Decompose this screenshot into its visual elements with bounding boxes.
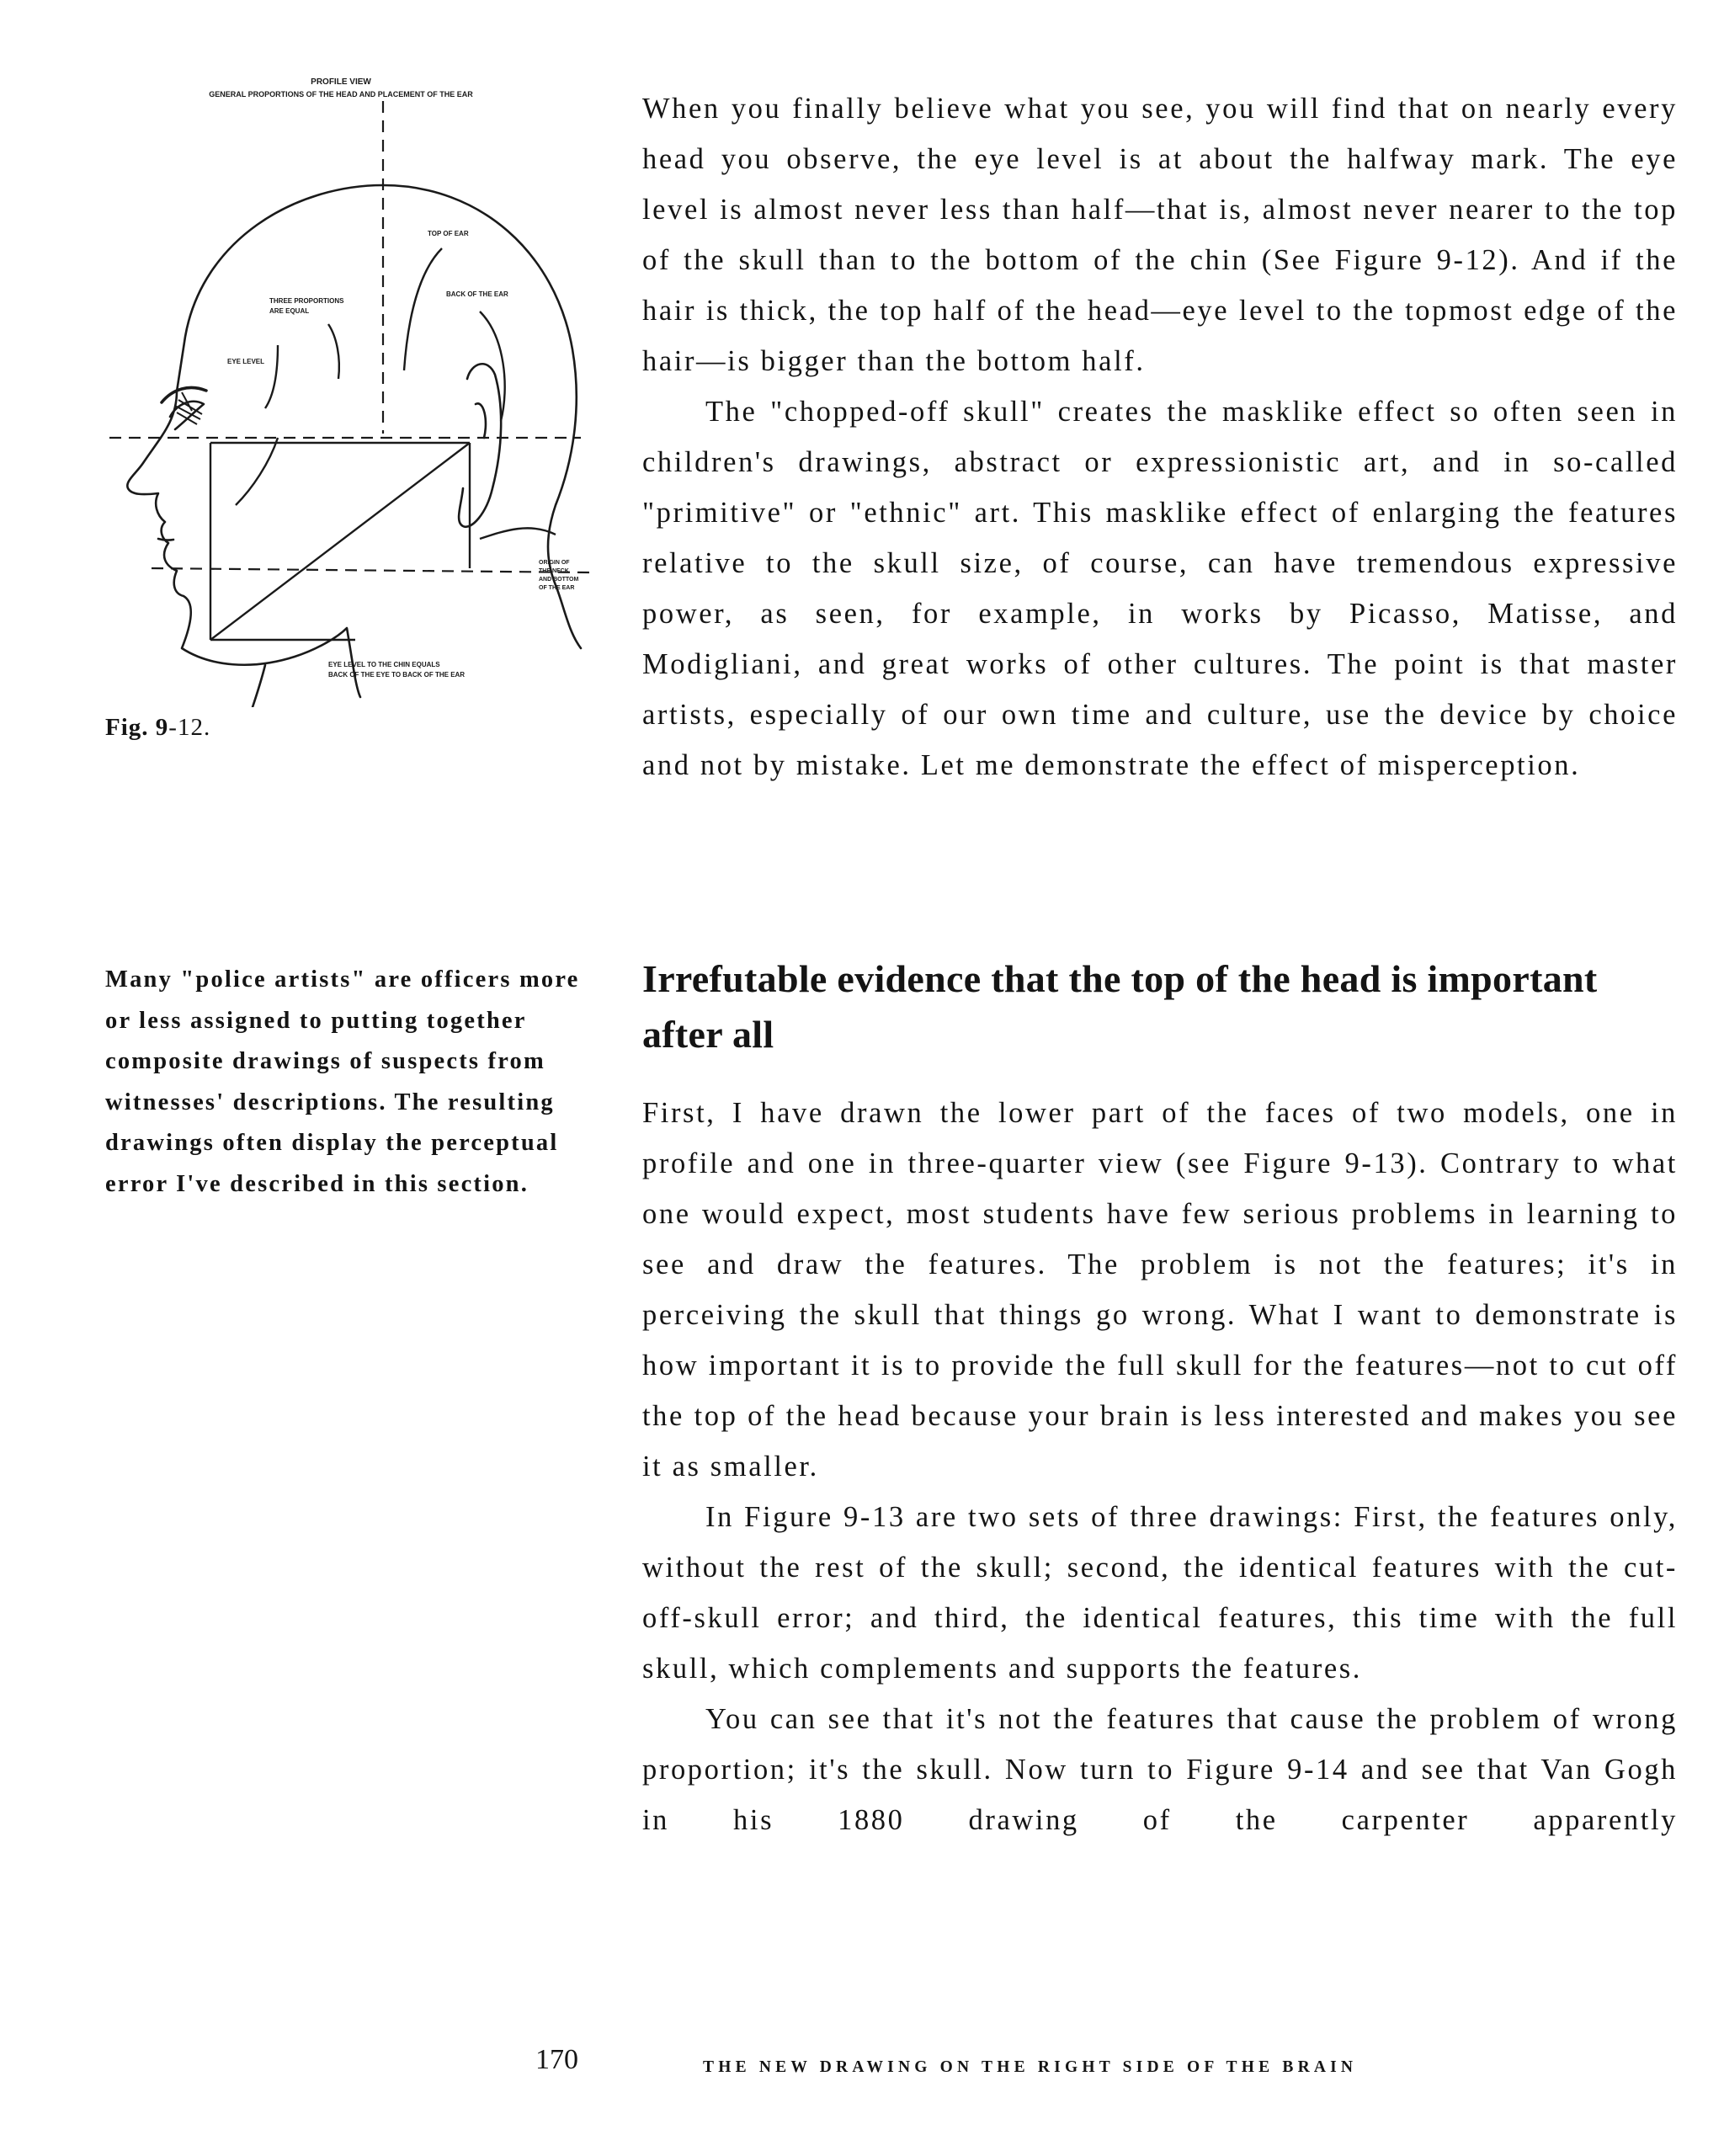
mouth-line — [158, 539, 173, 540]
leader-origin — [480, 528, 556, 539]
label-eye-level: EYE LEVEL — [227, 358, 265, 365]
running-title: THE NEW DRAWING ON THE RIGHT SIDE OF THE BRAIN — [703, 2058, 1358, 2076]
chin-level-line — [152, 568, 589, 572]
main-text-bottom — [642, 1088, 1678, 1845]
label-back-of-ear: BACK OF THE EAR — [446, 290, 508, 298]
figure-title-line1: PROFILE VIEW — [311, 77, 371, 87]
page-number: 170 — [535, 2044, 578, 2075]
label-origin-3: AND BOTTOM — [539, 577, 579, 583]
paragraph: First, I have drawn the lower part of the faces of two models, one in profile and one in three-quarter view (see Figure 9-13). Contrary to what one would expect, most students have few serious problems in learning to see and draw the features. The problem is not the features; it's in perceiving the skull that things go wrong. What I want to demonstrate is how important it is to provide the full skull for the features—not to cut off the top of the head because your brain is less interested and makes you see it as smaller. — [642, 1097, 1678, 1483]
label-origin-4: OF THE EAR — [539, 585, 575, 591]
figure-title-line2: GENERAL PROPORTIONS OF THE HEAD AND PLACEMENT OF THE EAR — [209, 90, 473, 98]
label-origin-1: ORIGIN OF — [539, 560, 570, 566]
leader-diagonal — [236, 438, 278, 505]
paragraph: You can see that it's not the features that cause the problem of wrong proportion; it's the skull. Now turn to Figure 9-14 and see that Van Gogh in his 1880 drawing of the carpenter apparently — [642, 1703, 1678, 1836]
label-top-of-ear: TOP OF EAR — [428, 230, 469, 237]
leader-eye-level — [265, 345, 278, 408]
section-heading: Irrefutable evidence that the top of the head is important after all — [642, 957, 1598, 1056]
label-origin-2: THE NECK — [539, 568, 569, 574]
paragraph: In Figure 9-13 are two sets of three drawings: First, the features only, without the rest of the skull; second, the identical features with the cut-off-skull error; and third, the identical features, this time with the full skull, which complements and supports the features. — [642, 1501, 1678, 1685]
sidebar-note: Many "police artists" are officers more or less assigned to putting together composite drawings of suspects from witnesses' descriptions. The resulting drawings often display the perceptual error I've described in this section. — [105, 966, 580, 1197]
profile-head-drawing — [84, 67, 606, 707]
figure-caption-suffix: -12. — [168, 714, 211, 741]
figure-profile-head-diagram — [84, 67, 606, 707]
figure-caption — [105, 714, 210, 742]
neck-front — [253, 665, 265, 707]
label-bottom-1: EYE LEVEL TO THE CHIN EQUALS — [328, 661, 440, 668]
label-bottom-2: BACK OF THE EYE TO BACK OF THE EAR — [328, 671, 466, 679]
ear-inner — [476, 403, 486, 438]
label-three-proportions-1: THREE PROPORTIONS — [269, 297, 344, 305]
diagonal-line — [210, 443, 470, 640]
paragraph: When you finally believe what you see, you will find that on nearly every head you observe, the eye level is at about the halfway mark. The eye level is almost never less than half—that is, almost never nearer to the top of the skull than to the bottom of the chin (See Figure 9-12). And if the hair is thick, the top half of the head—eye level to the topmost edge of the hair—is bigger than the bottom half. — [642, 93, 1678, 377]
main-text-top — [642, 83, 1678, 791]
leader-top-of-ear — [404, 248, 442, 370]
head-outline — [127, 185, 383, 697]
figure-caption-number: Fig. 9 — [105, 714, 169, 741]
paragraph: The "chopped-off skull" creates the masklike effect so often seen in children's drawings, abstract or expressionistic art, and in so-called "primitive" or "ethnic" art. This masklike effect of enlarging the features relative to the skull size, of course, can have tremendous expressive power, as seen, for example, in works by Picasso, Matisse, and Modigliani, and great works of other cultures. The point is that master artists, especially of our own time and culture, use the device by choice and not by mistake. Let me demonstrate the effect of misperception. — [642, 396, 1678, 781]
label-three-proportions-2: ARE EQUAL — [269, 307, 310, 315]
leader-three-proportions — [328, 324, 339, 379]
